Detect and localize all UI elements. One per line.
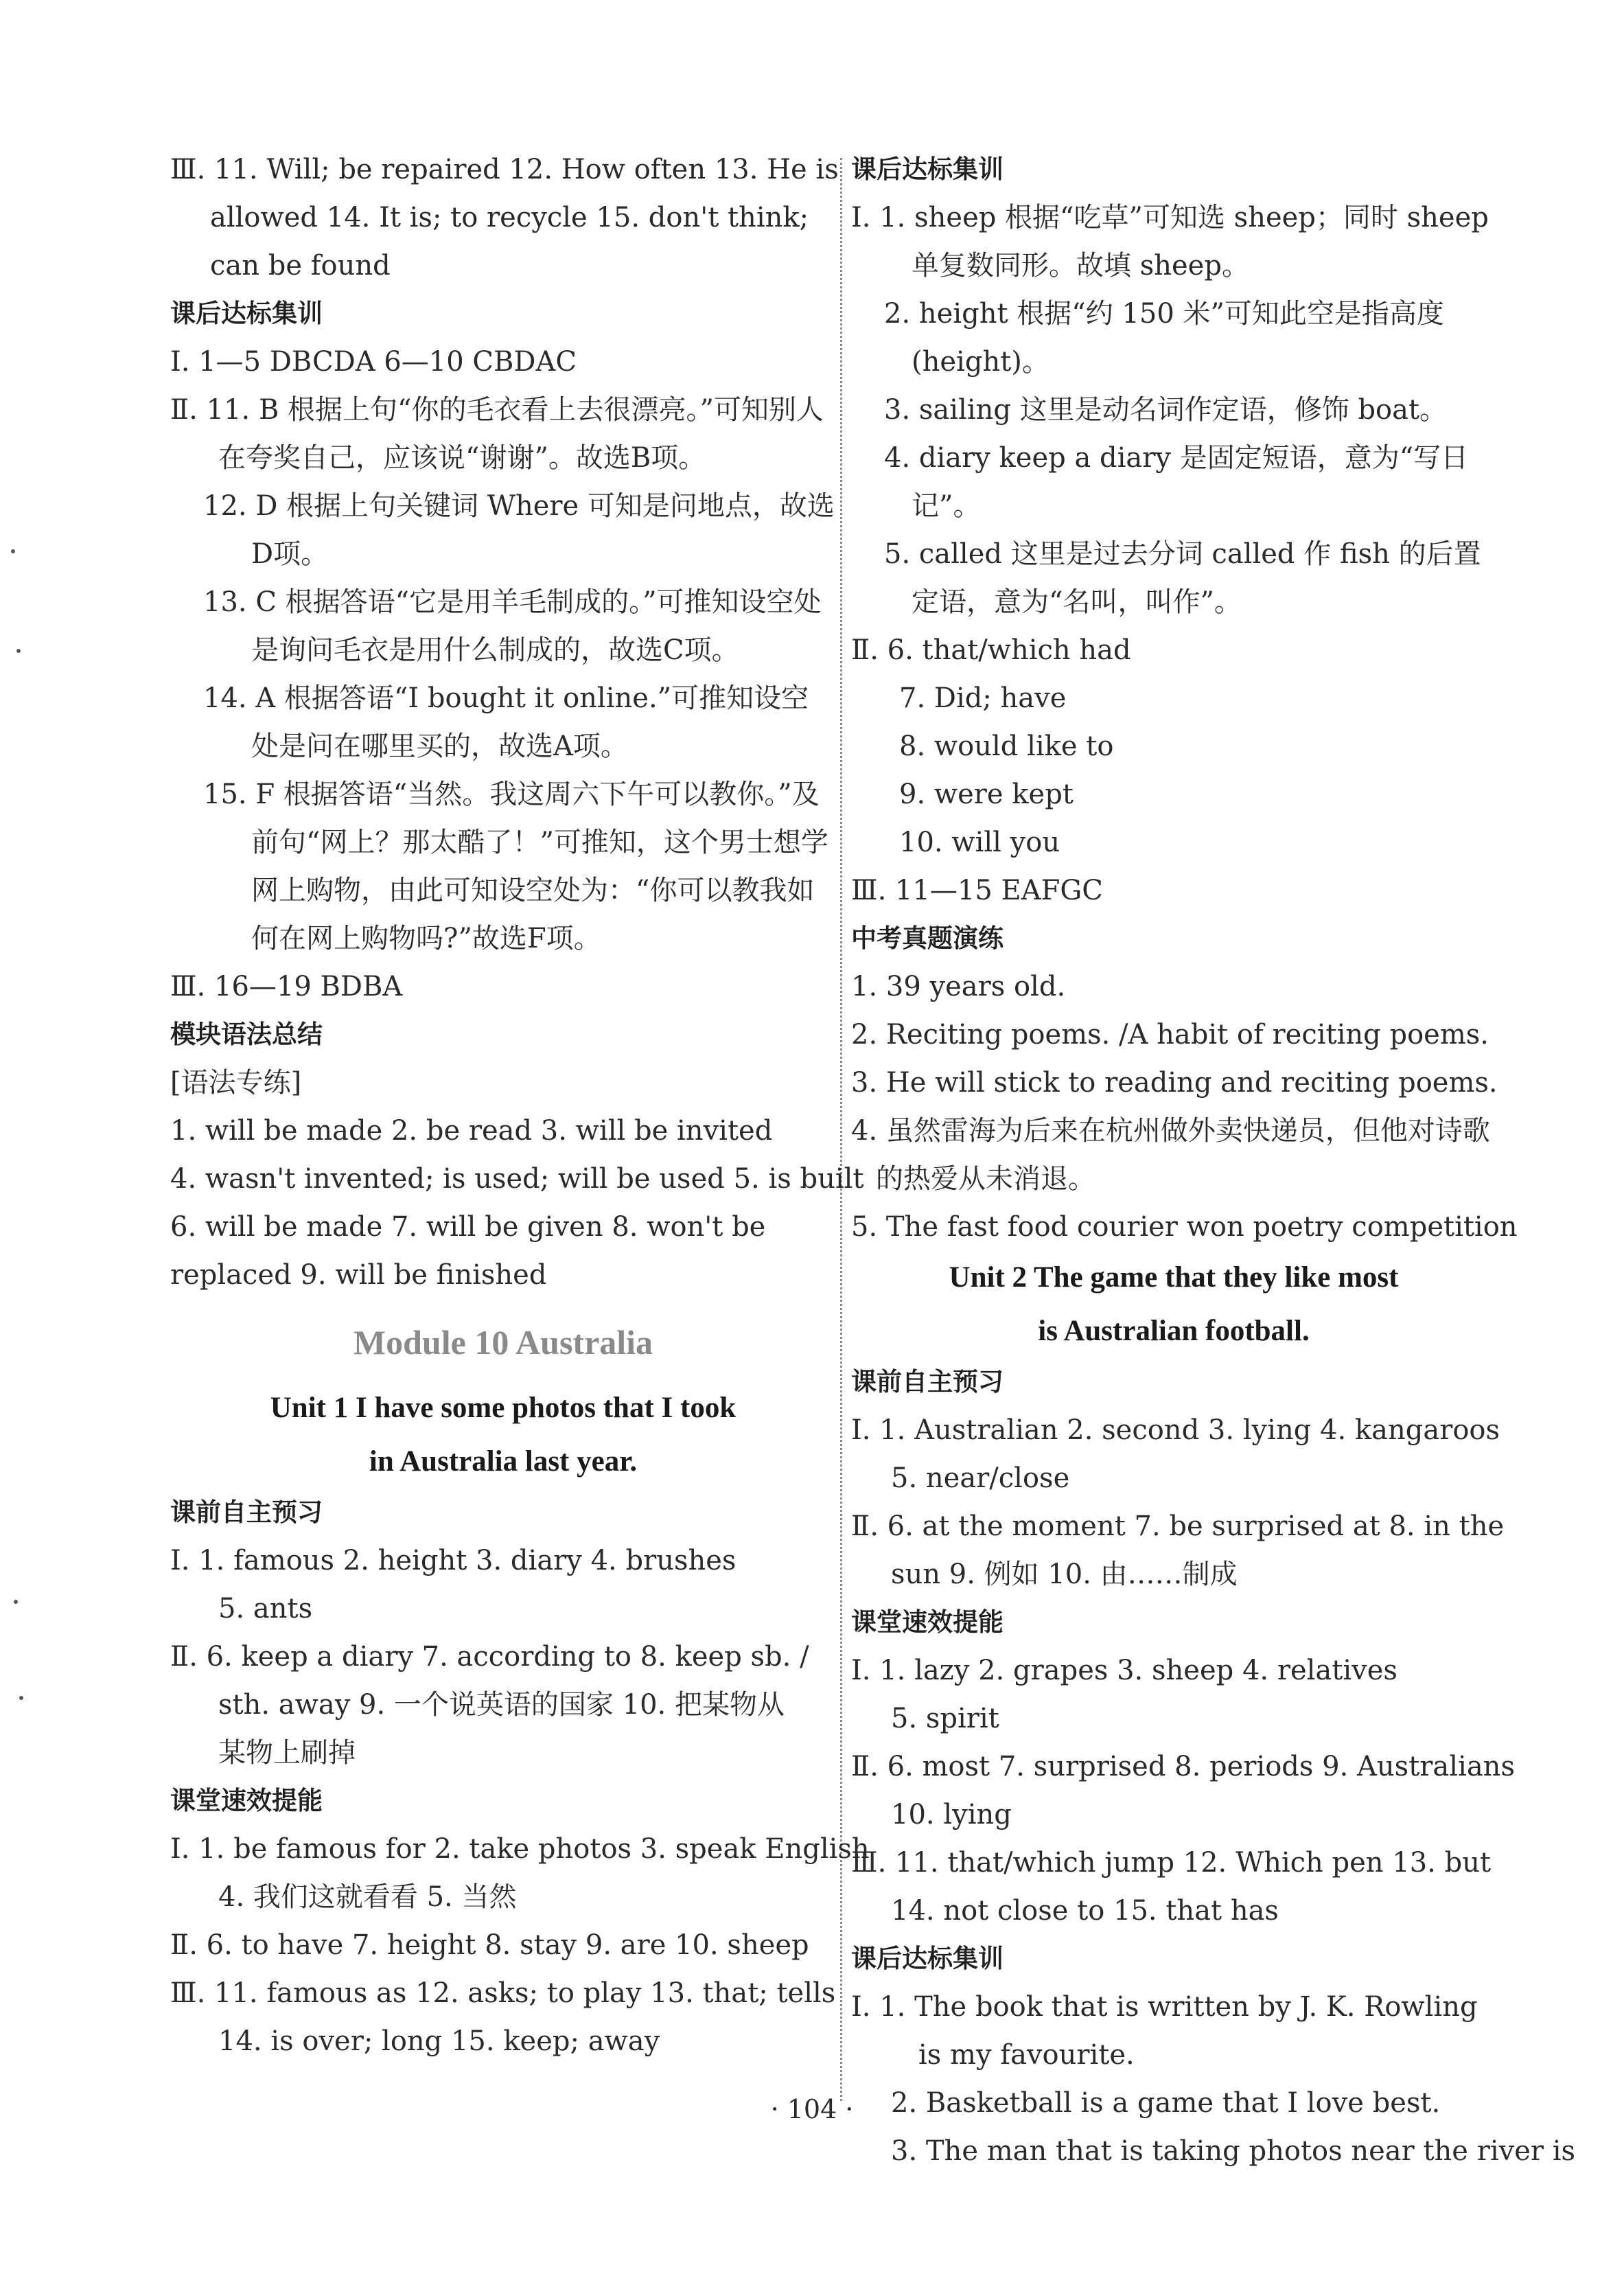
section-title: 课堂速效提能 bbox=[851, 1607, 1004, 1637]
answer-line: 10. will you bbox=[899, 827, 1060, 858]
scan-mark bbox=[19, 1696, 23, 1700]
answer-explanation: 13. C 根据答语“它是用羊毛制成的。”可推知设空处是询问毛衣是用什么制成的，故选C项。 bbox=[203, 586, 822, 666]
answer-line: 2. Basketball is a game that I love best. bbox=[891, 2087, 1441, 2119]
answer-explanation: 4. diary keep a diary 是固定短语，意为“写日记”。 bbox=[884, 442, 1469, 522]
answer-line: 14. not close to 15. that has bbox=[891, 1895, 1279, 1927]
right-column bbox=[851, 146, 1576, 2175]
scan-mark bbox=[14, 1600, 18, 1604]
answer-line: sun 9. 例如 10. 由……制成 bbox=[891, 1559, 1238, 1590]
module-title: Module 10 Australia bbox=[353, 1323, 653, 1362]
section-title: 课堂速效提能 bbox=[170, 1786, 323, 1815]
answer-line: 4. 我们这就看看 5. 当然 bbox=[218, 1881, 517, 1913]
answer-line: 8. would like to bbox=[899, 731, 1114, 762]
section-title: 模块语法总结 bbox=[170, 1020, 323, 1049]
answer-line: 2. Reciting poems. /A habit of reciting poems. bbox=[851, 1019, 1489, 1050]
answer-line: Ⅰ. 1. Australian 2. second 3. lying 4. kangaroos bbox=[851, 1414, 1500, 1446]
section-title: 课前自主预习 bbox=[851, 1367, 1004, 1397]
answer-line: 4. wasn't invented; is used; will be used 5. is built bbox=[170, 1163, 864, 1195]
subsection-title: [语法专练] bbox=[170, 1067, 302, 1099]
answer-line: Ⅲ. 11. famous as 12. asks; to play 13. that; tells bbox=[170, 1977, 836, 2009]
answer-line: 7. Did; have bbox=[899, 682, 1067, 714]
scan-mark bbox=[11, 549, 15, 553]
section-title: 中考真题演练 bbox=[851, 923, 1004, 953]
unit-title: is Australian football. bbox=[1038, 1315, 1310, 1347]
answer-line: 3. The man that is taking photos near the river is bbox=[891, 2135, 1576, 2167]
answer-explanation: 14. A 根据答语“I bought it online.”可推知设空处是问在哪里买的，故选A项。 bbox=[203, 682, 809, 762]
answer-line: 14. is over; long 15. keep; away bbox=[218, 2025, 660, 2057]
answer-line: 4. 虽然雷海为后来在杭州做外卖快递员，但他对诗歌的热爱从未消退。 bbox=[851, 1115, 1490, 1195]
answer-explanation: Ⅰ. 1. sheep 根据“吃草”可知选 sheep；同时 sheep 单复数同形。故填 sheep。 bbox=[851, 202, 1489, 282]
answer-line: Ⅱ. 6. most 7. surprised 8. periods 9. Australians bbox=[851, 1751, 1515, 1782]
answer-line: 9. were kept bbox=[899, 779, 1074, 810]
section-title: 课前自主预习 bbox=[170, 1497, 323, 1527]
answer-line: Ⅲ. 16—19 BDBA bbox=[170, 971, 403, 1002]
answer-explanation: Ⅱ. 11. B 根据上句“你的毛衣看上去很漂亮。”可知别人在夸奖自己，应该说“谢谢”。故选B项。 bbox=[170, 394, 824, 474]
answer-line: sth. away 9. 一个说英语的国家 10. 把某物从 bbox=[218, 1689, 785, 1721]
answer-line: 3. He will stick to reading and reciting poems. bbox=[851, 1067, 1498, 1099]
answer-explanation: 2. height 根据“约 150 米”可知此空是指高度(height)。 bbox=[884, 298, 1444, 378]
answer-line: 10. lying bbox=[891, 1799, 1012, 1830]
answer-explanation: 15. F 根据答语“当然。我这周六下午可以教你。”及前句“网上？那太酷了！”可推知，这个男士想学网上购物，由此可知设空处为：“你可以教我如何在网上购物吗?”故选F项。 bbox=[203, 779, 828, 954]
column-divider bbox=[840, 158, 842, 2101]
answer-explanation: 12. D 根据上句关键词 Where 可知是问地点，故选D项。 bbox=[203, 490, 835, 570]
answer-line: can be found bbox=[210, 250, 391, 282]
answer-line: 5. spirit bbox=[891, 1703, 999, 1734]
unit-title: in Australia last year. bbox=[369, 1445, 638, 1478]
answer-line: Ⅲ. 11—15 EAFGC bbox=[851, 875, 1103, 906]
left-column bbox=[170, 146, 870, 2065]
answer-line: Ⅰ. 1. The book that is written by J. K. Rowling is my favourite. bbox=[851, 1991, 1478, 2071]
answer-line: 6. will be made 7. will be given 8. won't be bbox=[170, 1211, 766, 1243]
answer-line: Ⅰ. 1. lazy 2. grapes 3. sheep 4. relatives bbox=[851, 1655, 1397, 1686]
answer-line: Ⅱ. 6. keep a diary 7. according to 8. keep sb. / bbox=[170, 1641, 809, 1673]
answer-explanation: 3. sailing 这里是动名词作定语，修饰 boat。 bbox=[884, 394, 1448, 426]
answer-line: 1. 39 years old. bbox=[851, 971, 1066, 1002]
answer-line: 1. will be made 2. be read 3. will be invited bbox=[170, 1115, 773, 1147]
answer-line: Ⅰ. 1—5 DBCDA 6—10 CBDAC bbox=[170, 346, 577, 378]
answer-line: allowed 14. It is; to recycle 15. don't think; bbox=[210, 202, 809, 233]
scan-mark bbox=[16, 649, 21, 653]
answer-line: replaced 9. will be finished bbox=[170, 1259, 547, 1291]
answer-line: Ⅲ. 11. that/which jump 12. Which pen 13. but bbox=[851, 1847, 1492, 1879]
unit-title: Unit 1 I have some photos that I took bbox=[270, 1392, 736, 1424]
answer-line: Ⅱ. 6. to have 7. height 8. stay 9. are 10. sheep bbox=[170, 1929, 809, 1961]
answer-line: Ⅲ. 11. Will; be repaired 12. How often 13. He is bbox=[170, 154, 839, 185]
answer-line: Ⅱ. 6. that/which had bbox=[851, 634, 1131, 666]
answer-explanation: 5. called 这里是过去分词 called 作 fish 的后置定语，意为“名叫，叫作”。 bbox=[884, 538, 1481, 618]
answer-line: 5. ants bbox=[218, 1593, 313, 1624]
answer-line: 5. near/close bbox=[891, 1462, 1070, 1494]
page-number: · 104 · bbox=[770, 2094, 854, 2124]
section-title: 课后达标集训 bbox=[851, 1944, 1004, 1973]
answer-line: Ⅰ. 1. be famous for 2. take photos 3. speak English bbox=[170, 1833, 870, 1865]
unit-title: Unit 2 The game that they like most bbox=[949, 1261, 1399, 1294]
answer-line: Ⅰ. 1. famous 2. height 3. diary 4. brushes bbox=[170, 1545, 736, 1576]
section-title: 课后达标集训 bbox=[170, 299, 323, 328]
answer-line: 5. The fast food courier won poetry competition bbox=[851, 1211, 1518, 1243]
answer-line: 某物上刷掉 bbox=[218, 1737, 356, 1769]
section-title: 课后达标集训 bbox=[851, 154, 1004, 184]
answer-line: Ⅱ. 6. at the moment 7. be surprised at 8. in the bbox=[851, 1511, 1505, 1542]
